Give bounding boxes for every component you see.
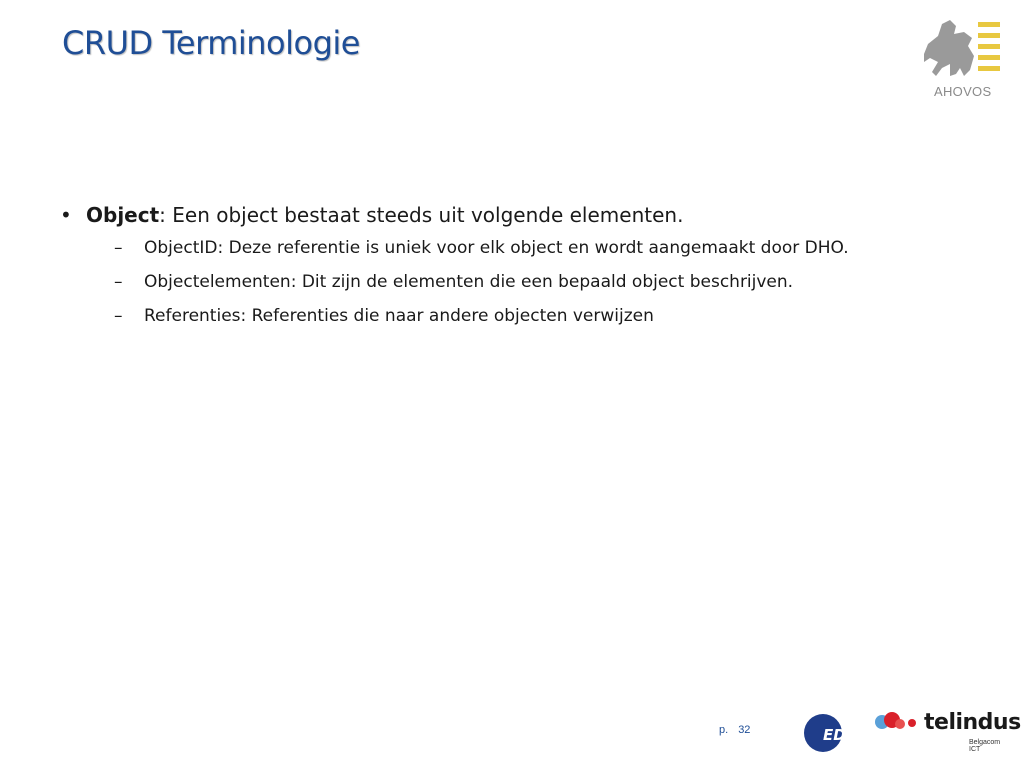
sub-bullet-list [60,236,960,328]
sub-item-text: ObjectID: Deze referentie is uniek voor elk object en wordt aangemaakt door DHO. [144,238,849,258]
telindus-logo [872,708,1021,754]
ahovos-logo [920,18,1004,102]
dash-icon: – [114,272,123,292]
bullet-object [60,200,960,230]
sub-item-text: Referenties: Referenties die naar andere objecten verwijzen [144,306,654,326]
eds-text: EDS [823,726,857,744]
page-number [719,724,760,736]
page-number-value: 32 [738,724,751,736]
telindus-bubbles-icon [872,708,922,738]
dash-icon: – [114,306,123,326]
flemish-lion-icon [920,18,1004,82]
eds-globe-icon [803,712,871,754]
bullet-text: : Een object bestaat steeds uit volgende elementen. [159,203,684,227]
telindus-wordmark: telindus [924,710,1021,735]
eds-logo [803,712,871,754]
page-prefix: p. [719,724,729,736]
list-item [114,270,934,294]
slide-content [60,200,960,338]
dash-icon: – [114,238,123,258]
sub-item-text: Objectelementen: Dit zijn de elementen die een bepaald object beschrijven. [144,272,794,292]
bullet-dot-icon: • [60,203,72,227]
ahovos-label: AHOVOS [934,84,992,99]
telindus-subtitle: Belgacom ICT [969,739,1001,753]
list-item [114,304,934,328]
slide-title: CRUD Terminologie [62,24,360,62]
bullet-term: Object [86,203,160,227]
list-item [114,236,934,260]
